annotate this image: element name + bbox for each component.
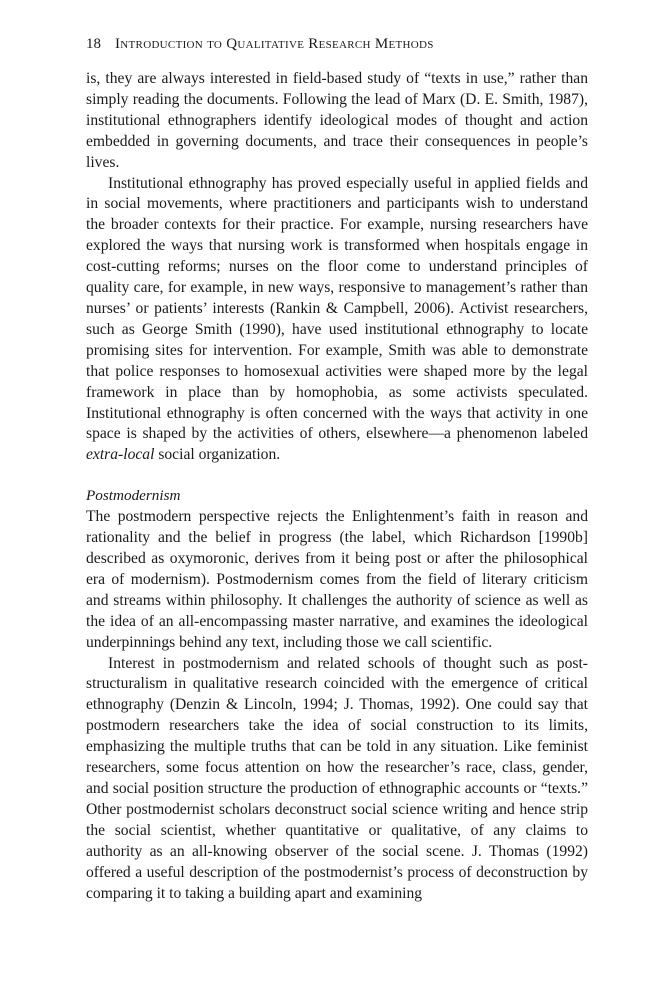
running-head-title: Introduction to Qualitative Research Methods	[115, 36, 434, 52]
running-head	[86, 33, 588, 55]
paragraph-text-end: social organization.	[154, 446, 281, 464]
paragraph-postmodern-perspective: The postmodern perspective rejects the Enlightenment’s faith in reason and rationality and the belief in progress (the label, which Richardson [1990b] described as oxymoronic, derives from it being post or after the philosophical era of modernism). Postmodernism comes from the field of literary criticism and streams within philosophy. It challenges the authority of science as well as the idea of an all-encompassing master narrative, and examines the ideological underpinnings behind any text, including those we call scientific.	[86, 508, 588, 651]
paragraph-continuation: is, they are always interested in field-based study of “texts in use,” rather than simply reading the documents. Following the lead of Marx (D. E. Smith, 1987), institutional ethnographers identify ideological modes of thought and action embedded in governing documents, and trace their consequences in people’s lives.	[86, 70, 588, 171]
paragraph-text: Institutional ethnography has proved especially useful in applied fields and in social movements, where practitioners and participants wish to understand the broader contexts for their practice. For example, nursing researchers have explored the ways that nursing work is transformed when hospitals engage in cost-cutting reforms; nurses on the floor come to understand principles of quality care, for example, in new ways, responsive to management’s rather than nurses’ or patients’ interests (Rankin & Campbell, 2006). Activist researchers, such as George Smith (1990), have used institutional ethnography to locate promising sites for intervention. For example, Smith was able to demonstrate that police responses to homosexual activities were shaped more by the legal framework in place than by homophobia, as some activists speculated. Institutional ethnography is often concerned with the ways that activity in one space is shaped by the activities of others, elsewhere—a phenomenon labeled	[86, 174, 588, 443]
section-heading: Postmodernism	[86, 487, 181, 505]
page-number: 18	[86, 36, 101, 52]
book-page	[86, 33, 588, 904]
paragraph-postmodern-interest: Interest in postmodernism and related schools of thought such as post-structuralism in qualitative research coincided with the emergence of critical ethnography (Denzin & Lincoln, 1994; J. Thomas, 1992). One could say that postmodern researchers take the idea of social construction to its limits, emphasizing the multiple truths that can be told in any situation. Like feminist researchers, some focus attention on how the researcher’s race, class, gender, and social position structure the production of ethnographic accounts or “texts.” Other postmodernist scholars deconstruct social science writing and hence strip the social scientist, whether quantitative or qualitative, of any claims to authority as an all-knowing observer of the social scene. J. Thomas (1992) offered a useful description of the postmodernist’s process of deconstruction by comparing it to taking a building apart and examining	[86, 654, 588, 902]
paragraph-institutional-ethnography	[86, 174, 588, 467]
emphasized-term: extra-local	[86, 446, 155, 464]
